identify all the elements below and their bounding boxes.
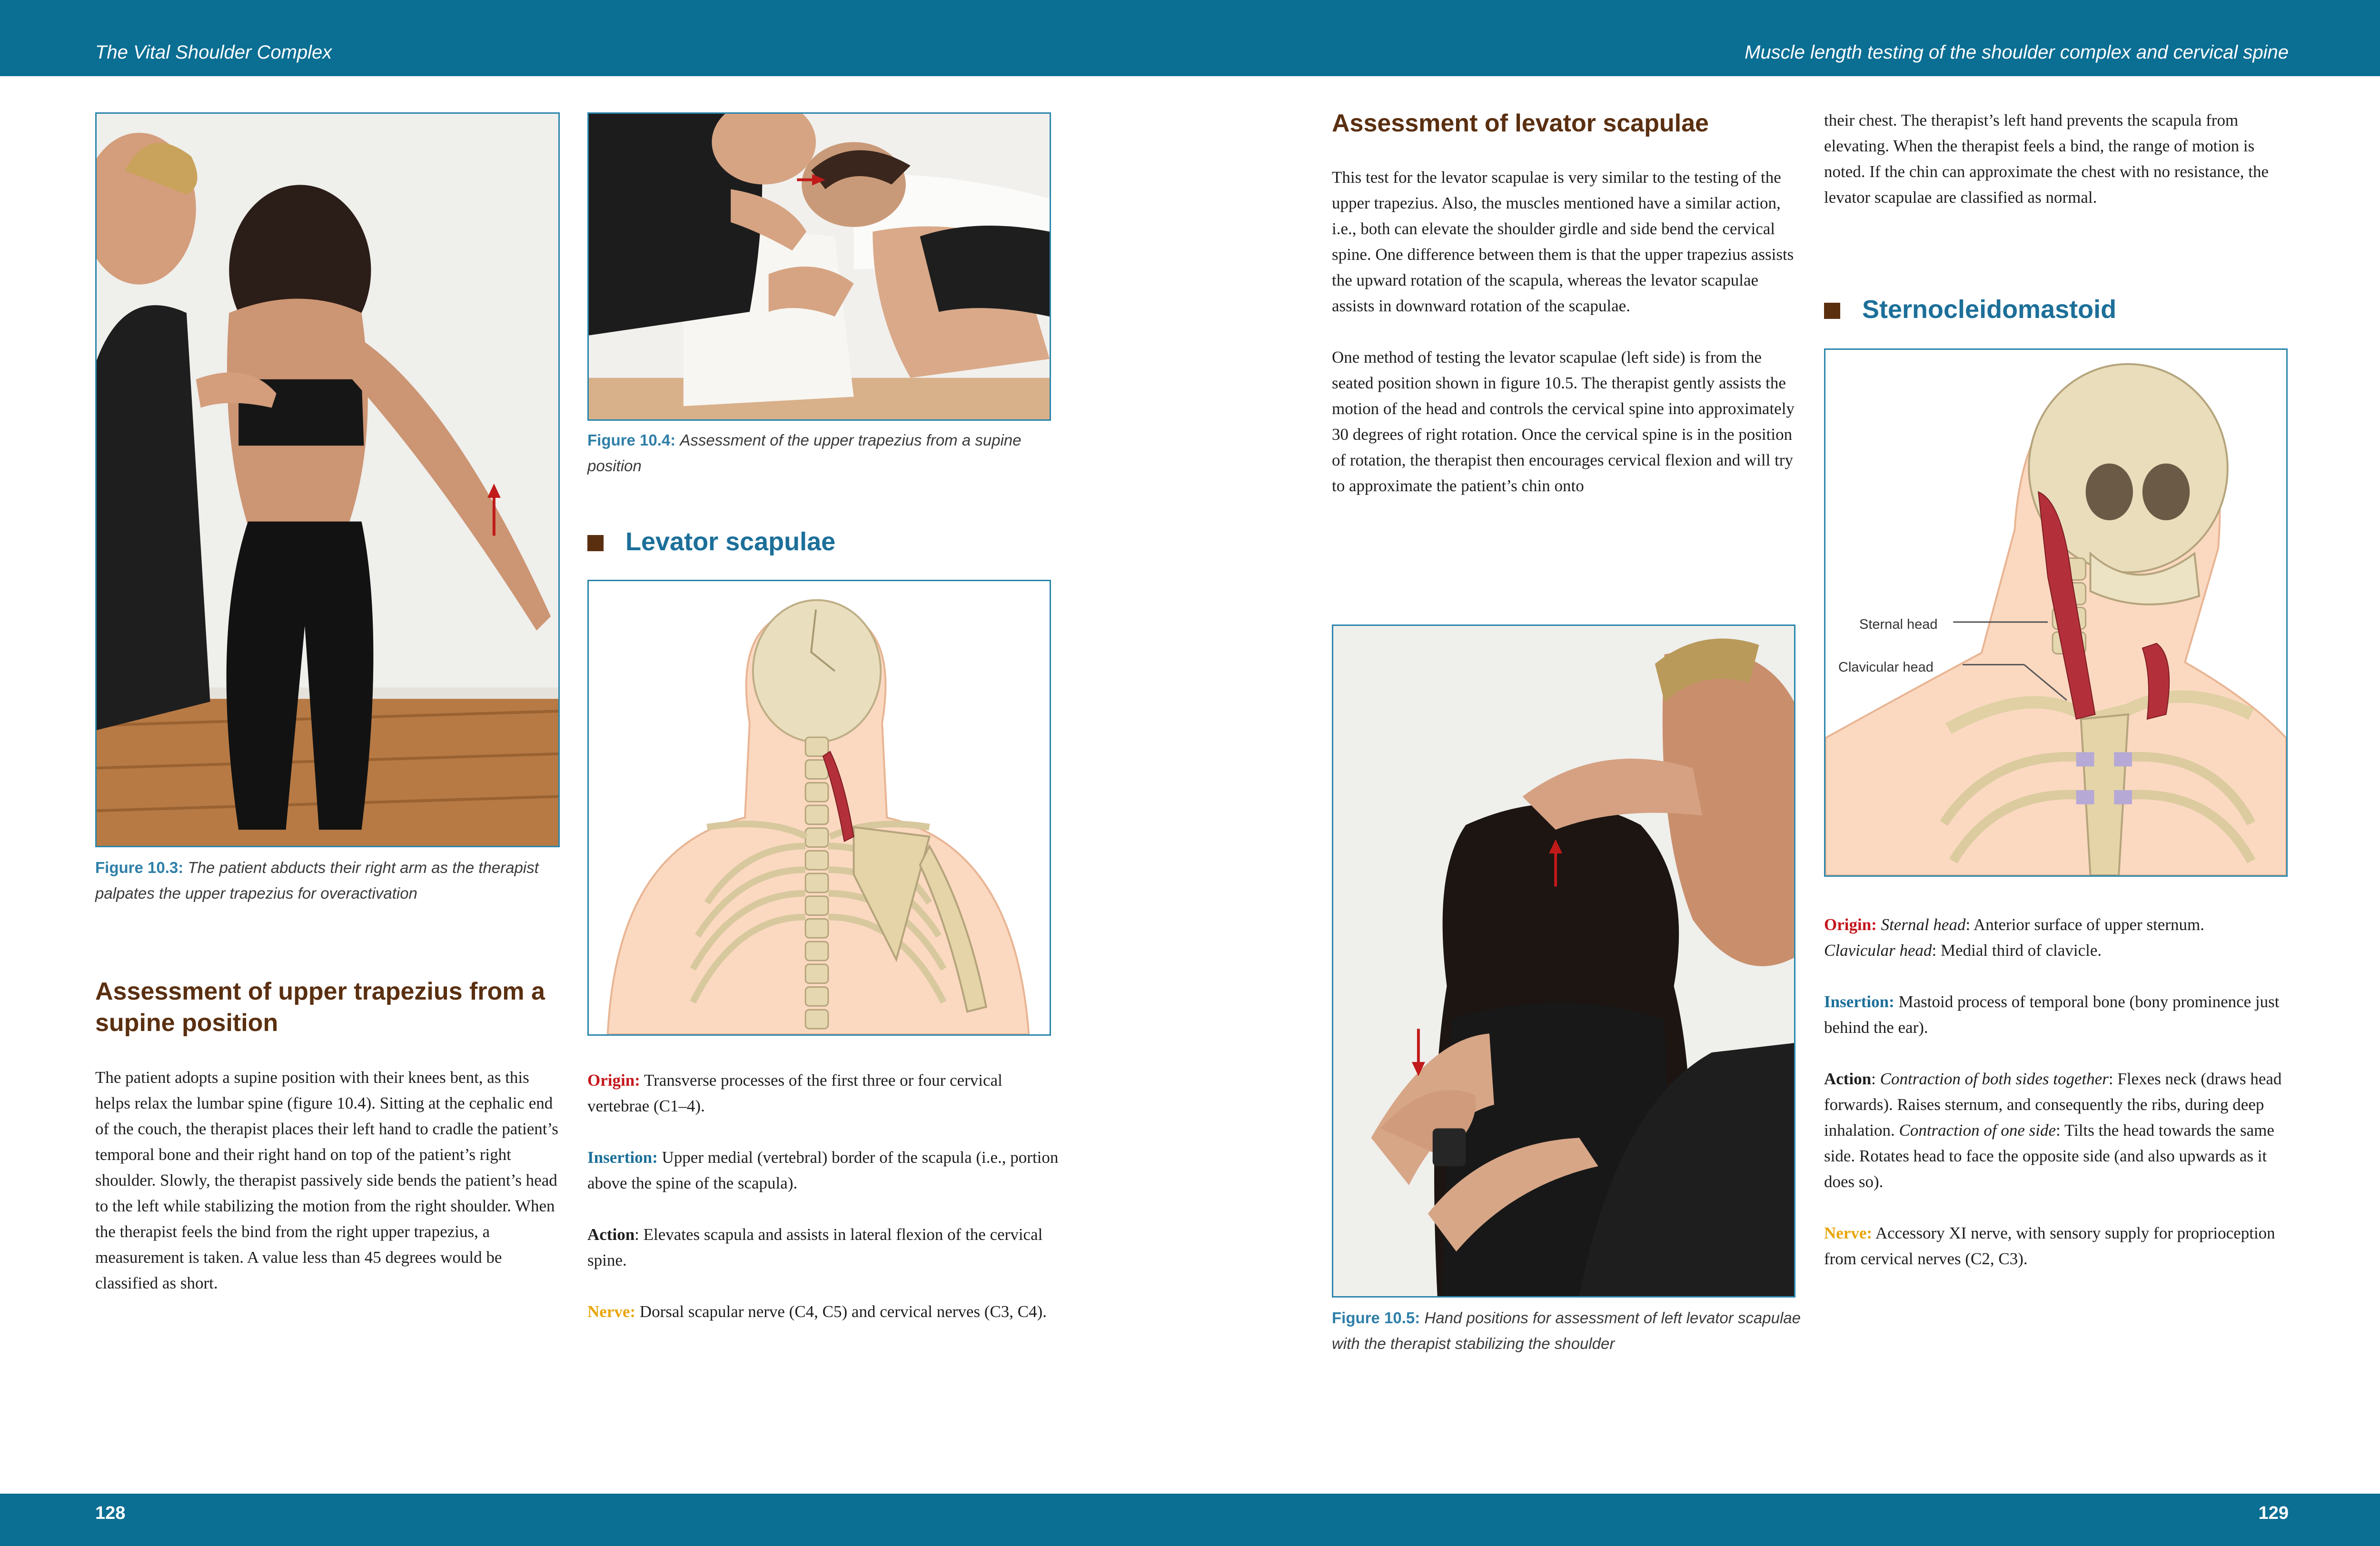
levator-nerve: Nerve: Dorsal scapular nerve (C4, C5) and cervical nerves (C3, C4). bbox=[587, 1302, 1047, 1321]
heading-bullet-icon bbox=[1824, 303, 1840, 319]
figure-10-3-photo bbox=[95, 112, 560, 847]
scm-insertion: Insertion: Mastoid process of temporal bone (bony prominence just behind the ear). bbox=[1824, 992, 2280, 1037]
sternocleidomastoid-illustration bbox=[1824, 348, 2288, 877]
levator-action: Action: Elevates scapula and assists in lateral flexion of the cervical spine. bbox=[587, 1225, 1043, 1269]
figure-10-5-label: Figure 10.5: bbox=[1332, 1309, 1420, 1327]
running-header-right: Muscle length testing of the shoulder complex and cervical spine bbox=[1745, 42, 2289, 63]
assessment-levator-para-1: This test for the levator scapulae is very similar to the testing of the upper trapezius. Also, the muscles mentioned have a similar action, i.e., both can elevate the shoulder girdle and side bend the cervical spine. One difference between them is that the upper trapezius assists the upward rotation of the scapula, whereas the levator scapulae assists in downward rotation of the scapulae. bbox=[1332, 168, 1794, 315]
levator-scapulae-heading: Levator scapulae bbox=[587, 527, 835, 556]
assessment-levator-body bbox=[1332, 165, 1803, 499]
levator-scapulae-illustration bbox=[587, 580, 1051, 1036]
figure-10-3-label: Figure 10.3: bbox=[95, 859, 184, 876]
page-number-right: 129 bbox=[2258, 1503, 2289, 1523]
figure-10-4-photo bbox=[587, 112, 1051, 421]
figure-10-5-text: Hand positions for assessment of left levator scapulae with the therapist stabilizing the shoulder bbox=[1332, 1309, 1801, 1352]
figure-10-4-label: Figure 10.4: bbox=[587, 431, 676, 449]
heading-bullet-icon bbox=[587, 535, 604, 551]
sternocleidomastoid-heading: Sternocleidomastoid bbox=[1824, 295, 2116, 324]
upper-trapezius-supine-body: The patient adopts a supine position with their knees bent, as this helps relax the lumbar spine (figure 10.4). Sitting at the cephalic end of the couch, the therapist places their left hand to cradle the patient’s temporal bone and their right hand on top of the patient’s right shoulder. Slowly, the therapist passively side bends the patient’s head to the left while stabilizing the motion from the right shoulder. When the therapist feels the bind from the right upper trapezius, a measurement is taken. A value less than 45 degrees would be classified as short. bbox=[95, 1068, 558, 1292]
footer-band bbox=[0, 1494, 2380, 1546]
scm-action: Action: Contraction of both sides together: Flexes neck (draws head forwards). Raises sternum, and consequently the ribs, during deep inhalation. Contraction of one side: Tilts the head towards the same side. Rotates head to face the opposite side (and also upwards as it does so). bbox=[1824, 1070, 2282, 1191]
figure-10-5-photo bbox=[1332, 624, 1795, 1298]
levator-origin: Origin: Transverse processes of the first three or four cervical vertebrae (C1–4). bbox=[587, 1071, 1002, 1115]
figure-10-4-caption bbox=[587, 427, 1059, 479]
levator-insertion: Insertion: Upper medial (vertebral) border of the scapula (i.e., portion above the spine of the scapula). bbox=[587, 1148, 1059, 1192]
figure-10-4-text: Assessment of the upper trapezius from a supine position bbox=[587, 431, 1021, 475]
upper-trapezius-supine-heading: Assessment of upper trapezius from a supine position bbox=[95, 978, 545, 1037]
running-header-left: The Vital Shoulder Complex bbox=[95, 42, 332, 63]
page-number-left: 128 bbox=[95, 1503, 126, 1523]
figure-10-3-text: The patient abducts their right arm as the therapist palpates the upper trapezius for overactivation bbox=[95, 859, 539, 902]
scm-nerve: Nerve: Accessory XI nerve, with sensory supply for proprioception from cervical nerves (C2, C3). bbox=[1824, 1224, 2275, 1268]
assessment-levator-para-2: One method of testing the levator scapulae (left side) is from the seated position shown in figure 10.5. The therapist gently assists the motion of the head and controls the cervical spine into approximately 30 degrees of right rotation. Once the cervical spine is in the position of rotation, the therapist then encourages cervical flexion and will try to approximate the patient’s chin onto bbox=[1332, 348, 1795, 495]
clavicular-head-label: Clavicular head bbox=[1838, 660, 1934, 675]
assessment-levator-continued: their chest. The therapist’s left hand prevents the scapula from elevating. When the therapist feels a bind, the range of motion is noted. If the chin can approximate the chest with no resistance, the levator scapulae are classified as normal. bbox=[1824, 111, 2269, 207]
running-header-band bbox=[0, 0, 2380, 76]
scm-origin: Origin: Sternal head: Anterior surface of upper sternum. Clavicular head: Medial third of clavicle. bbox=[1824, 915, 2204, 960]
figure-10-3-caption bbox=[95, 855, 566, 906]
sternocleidomastoid-attachments bbox=[1824, 912, 2295, 1272]
figure-10-5-caption bbox=[1332, 1305, 1803, 1357]
assessment-levator-heading: Assessment of levator scapulae bbox=[1332, 109, 1709, 137]
levator-scapulae-attachments bbox=[587, 1068, 1059, 1325]
sternal-head-label: Sternal head bbox=[1859, 617, 1938, 632]
